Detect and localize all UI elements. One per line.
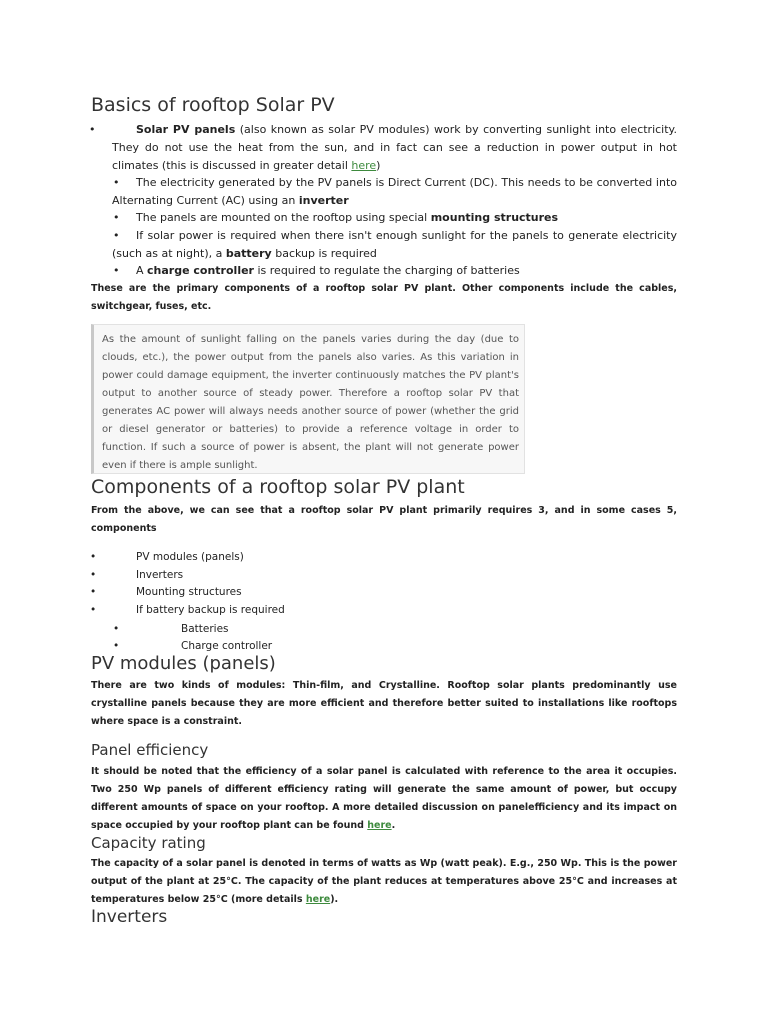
bullet-dot: • [89, 123, 96, 136]
bullet-text: backup is required [271, 247, 377, 260]
bullet-bold: Solar PV panels [136, 123, 236, 136]
heading-inverters: Inverters [91, 907, 168, 927]
inverter-note-blockquote [91, 324, 525, 474]
sub-list-item [113, 620, 229, 638]
bullet-dot: • [113, 176, 120, 189]
bullet-bold: battery [225, 247, 272, 260]
bullet-battery [112, 227, 677, 263]
bullet-text: If solar power is required when there isn't enough sunlight for the panels to generate electricity (such as at night), a [112, 229, 677, 260]
here-link-heat[interactable]: here [351, 159, 377, 172]
list-item-text: Batteries [181, 623, 229, 635]
bullet-bold: charge controller [147, 264, 254, 277]
bullet-dot: • [113, 264, 120, 277]
list-item-text: PV modules (panels) [136, 551, 244, 563]
components-intro-paragraph: From the above, we can see that a rooftop solar PV plant primarily requires 3, and in some cases 5, components [91, 505, 677, 534]
list-item [90, 566, 184, 584]
bullet-dot: • [113, 623, 120, 635]
bullet-text: ) [376, 159, 381, 172]
bullet-charge-controller [112, 262, 677, 280]
bullet-solar-pv-panels [89, 121, 677, 175]
efficiency-text: It should be noted that the efficiency of a solar panel is calculated with reference to the area it occupies. Two 250 Wp panels of different efficiency rating will generate the same amount of power, but occupy different amounts of space on your rooftop. A more detailed discussion on panelefficiency and its impact on space occupied by your rooftop plant can be found [91, 766, 677, 831]
bullet-inverter [112, 174, 677, 210]
bullet-dot: • [90, 569, 97, 581]
list-item-text: Inverters [136, 569, 184, 581]
bullet-dot: • [113, 211, 120, 224]
list-item [90, 548, 244, 566]
list-item-text: If battery backup is required [136, 604, 285, 616]
list-item [90, 583, 242, 601]
here-link-efficiency[interactable]: here [367, 820, 392, 831]
bullet-dot: • [90, 604, 97, 616]
heading-panel-efficiency: Panel efficiency [91, 741, 209, 759]
heading-capacity-rating: Capacity rating [91, 834, 206, 852]
efficiency-text-end: . [391, 820, 396, 831]
bullet-dot: • [113, 229, 120, 242]
bullet-text: is required to regulate the charging of batteries [253, 264, 520, 277]
here-link-capacity[interactable]: here [305, 894, 331, 905]
bullet-mounting [112, 209, 677, 227]
bullet-text: A [136, 264, 148, 277]
bullet-text: The panels are mounted on the rooftop using special [136, 211, 431, 224]
capacity-text: The capacity of a solar panel is denoted in terms of watts as Wp (watt peak). E.g., 250 Wp. This is the power output of the plant at 25°C. The capacity of the plant reduces at temperatures above 25°C and increases at temperatures below 25°C (more details [91, 858, 677, 905]
list-item [90, 601, 285, 619]
bullet-dot: • [113, 640, 120, 652]
bullet-text: The electricity generated by the PV panels is Direct Current (DC). This needs to be converted into Alternating Current (AC) using an [112, 176, 677, 207]
capacity-text-end: ). [330, 894, 339, 905]
list-item-text: Mounting structures [136, 586, 242, 598]
bullet-bold: mounting structures [430, 211, 559, 224]
blockquote-text: As the amount of sunlight falling on the panels varies during the day (due to clouds, etc.), the power output from the panels also varies. As this variation in power could damage equipment, the inverter continuously matches the PV plant's output to another source of steady power. Therefore a rooftop solar PV that generates AC power will always needs another source of power (whether the grid or diesel generator or batteries) to provide a reference voltage in order to function. If such a source of power is absent, the plant will not generate power even if there is ample sunlight. [102, 334, 519, 471]
pv-modules-paragraph: There are two kinds of modules: Thin-film, and Crystalline. Rooftop solar plants predominantly use crystalline panels because they are more efficient and therefore better suited to installations like rooftops where space is a constraint. [91, 680, 677, 727]
primary-components-paragraph: These are the primary components of a rooftop solar PV plant. Other components include the cables, switchgear, fuses, etc. [91, 283, 677, 312]
bullet-bold: inverter [298, 194, 349, 207]
efficiency-paragraph [91, 763, 677, 835]
heading-basics: Basics of rooftop Solar PV [91, 94, 335, 116]
capacity-paragraph [91, 855, 677, 909]
heading-components: Components of a rooftop solar PV plant [91, 476, 465, 498]
bullet-dot: • [90, 586, 97, 598]
list-item-text: Charge controller [181, 640, 273, 652]
heading-pv-modules: PV modules (panels) [91, 653, 276, 674]
bullet-text: (also known as solar PV modules) work by converting sunlight into electricity. They do not use the heat from the sun, and in fact can see a reduction in power output in hot climates (this is discussed in greater detail [112, 123, 677, 172]
bullet-dot: • [90, 551, 97, 563]
